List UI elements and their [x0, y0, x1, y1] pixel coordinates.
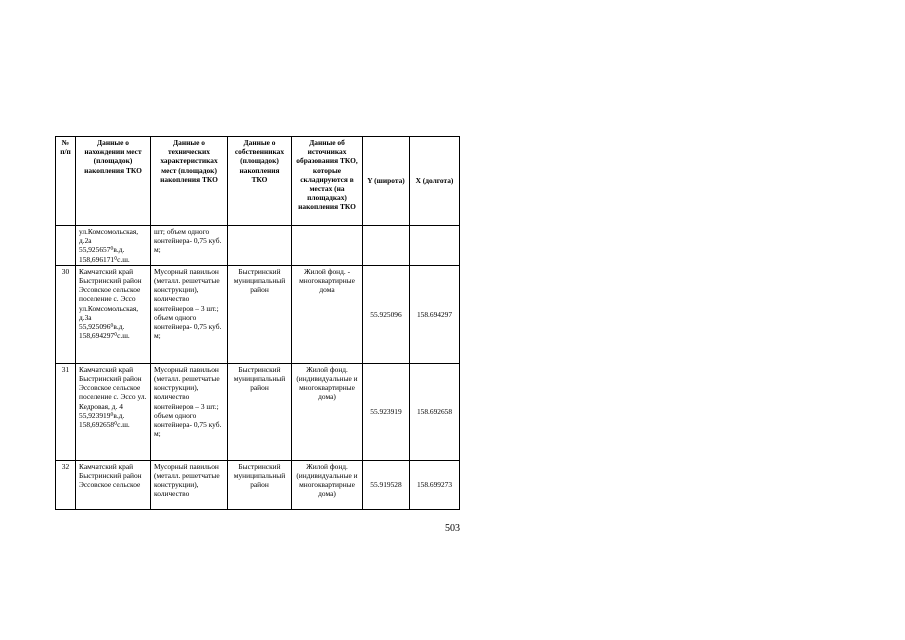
table-row: [56, 226, 460, 266]
header-num: № п/п: [56, 137, 76, 226]
cell-lat: 55.919528: [363, 460, 410, 509]
header-lat: Y (широта): [363, 137, 410, 226]
cell-source: [292, 226, 363, 266]
cell-num: 30: [56, 265, 76, 363]
cell-tech: Мусорный павильон (металл. решетчатые конструкции), количество контейнеров – 3 шт.; объем одного контейнера- 0,75 куб. м;: [151, 363, 228, 460]
header-location: Данные о нахождении мест (площадок) накопления ТКО: [76, 137, 151, 226]
cell-location: Камчатский край Быстринский район Эссовское сельское поселение с. Эссо ул.Комсомольская, д.3а 55,925096⁰в.д. 158,694297⁰с.ш.: [76, 265, 151, 363]
table-row: [56, 363, 460, 460]
cell-location: Камчатский край Быстринский район Эссовское сельское поселение с. Эссо ул. Кедровая, д. 4 55,923919⁰в.д. 158,692658⁰с.ш.: [76, 363, 151, 460]
table-row: [56, 460, 460, 509]
header-lon: X (долгота): [410, 137, 460, 226]
cell-lon: 158.699273: [410, 460, 460, 509]
cell-lat: 55.923919: [363, 363, 410, 460]
cell-lon: [410, 226, 460, 266]
header-row: [56, 137, 460, 226]
cell-source: Жилой фонд. (индивидуальные и многоквартирные дома): [292, 460, 363, 509]
cell-lat: [363, 226, 410, 266]
cell-owner: Быстринский муниципальный район: [228, 363, 292, 460]
cell-tech: шт; объем одного контейнера- 0,75 куб. м;: [151, 226, 228, 266]
cell-source: Жилой фонд. - многоквартирные дома: [292, 265, 363, 363]
cell-tech: Мусорный павильон (металл. решетчатые конструкции), количество контейнеров – 3 шт.; объем одного контейнера- 0,75 куб. м;: [151, 265, 228, 363]
cell-tech: Мусорный павильон (металл. решетчатые конструкции), количество: [151, 460, 228, 509]
header-source: Данные об источниках образования ТКО, которые складируются в местах (на площадках) накопления ТКО: [292, 137, 363, 226]
cell-lon: 158.692658: [410, 363, 460, 460]
cell-location: ул.Комсомольская, д.2а 55,925657⁰в.д. 158,696171⁰с.ш.: [76, 226, 151, 266]
cell-location: Камчатский край Быстринский район Эссовское сельское: [76, 460, 151, 509]
cell-lat: 55.925096: [363, 265, 410, 363]
cell-num: 31: [56, 363, 76, 460]
waste-sites-table: [55, 136, 460, 510]
cell-owner: Быстринский муниципальный район: [228, 460, 292, 509]
header-owner: Данные о собственниках (площадок) накопления ТКО: [228, 137, 292, 226]
cell-source: Жилой фонд. (индивидуальные и многоквартирные дома): [292, 363, 363, 460]
cell-owner: [228, 226, 292, 266]
header-tech: Данные о технических характеристиках мест (площадок) накопления ТКО: [151, 137, 228, 226]
cell-num: 32: [56, 460, 76, 509]
cell-lon: 158.694297: [410, 265, 460, 363]
page-number: 503: [445, 523, 460, 534]
cell-owner: Быстринский муниципальный район: [228, 265, 292, 363]
cell-num: [56, 226, 76, 266]
table-row: [56, 265, 460, 363]
